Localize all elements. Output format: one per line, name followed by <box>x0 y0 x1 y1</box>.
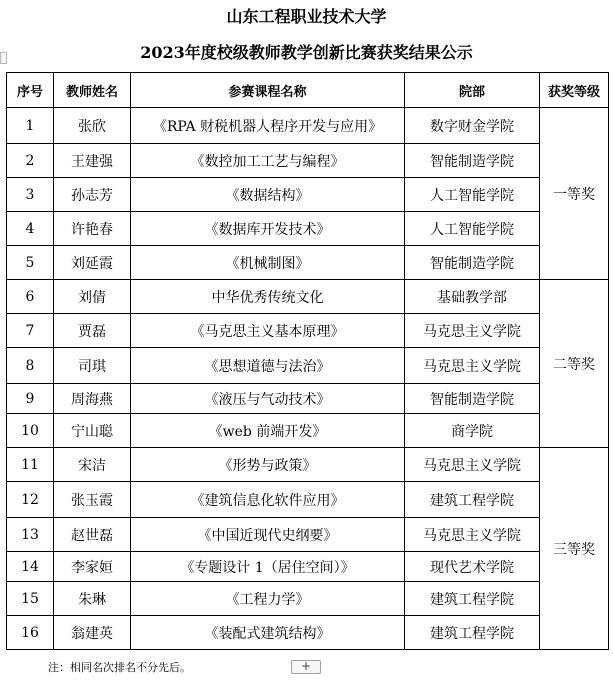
table-row <box>7 178 609 212</box>
cell-college: 智能制造学院 <box>405 246 540 280</box>
cell-course: 《数据结构》 <box>131 178 405 212</box>
cell-teacher: 王建强 <box>54 144 131 178</box>
cell-seq: 2 <box>7 144 54 178</box>
cell-college: 建筑工程学院 <box>405 582 540 616</box>
cell-teacher: 翁建英 <box>54 616 131 650</box>
cell-teacher: 张玉霞 <box>54 482 131 518</box>
cell-teacher: 周海燕 <box>54 384 131 414</box>
table-row <box>7 314 609 348</box>
cell-teacher: 刘倩 <box>54 280 131 314</box>
cell-seq: 9 <box>7 384 54 414</box>
cell-college: 基础教学部 <box>405 280 540 314</box>
cell-course: 《马克思主义基本原理》 <box>131 314 405 348</box>
cell-college: 商学院 <box>405 414 540 448</box>
document-title: 山东工程职业技术大学 <box>226 7 387 26</box>
cell-teacher: 许艳春 <box>54 212 131 246</box>
cell-teacher: 贾磊 <box>54 314 131 348</box>
cell-seq: 10 <box>7 414 54 448</box>
cell-college: 马克思主义学院 <box>405 518 540 552</box>
table-header-row <box>7 73 609 108</box>
cell-seq: 6 <box>7 280 54 314</box>
cell-course: 《形势与政策》 <box>131 448 405 482</box>
header-level: 获奖等级 <box>540 73 609 108</box>
header-seq: 序号 <box>7 73 54 108</box>
header-course: 参赛课程名称 <box>131 73 405 108</box>
cell-course: 《web 前端开发》 <box>131 414 405 448</box>
cell-level-second: 二等奖 <box>540 280 609 448</box>
table-row <box>7 414 609 448</box>
cell-course: 中华优秀传统文化 <box>131 280 405 314</box>
cell-seq: 8 <box>7 348 54 384</box>
cell-course: 《RPA 财税机器人程序开发与应用》 <box>131 108 405 144</box>
cell-teacher: 刘延霞 <box>54 246 131 280</box>
cell-course: 《机械制图》 <box>131 246 405 280</box>
cell-teacher: 李家姮 <box>54 552 131 582</box>
cell-course: 《中国近现代史纲要》 <box>131 518 405 552</box>
cell-course: 《数据库开发技术》 <box>131 212 405 246</box>
cell-seq: 3 <box>7 178 54 212</box>
cell-teacher: 朱琳 <box>54 582 131 616</box>
cell-college: 现代艺术学院 <box>405 552 540 582</box>
cell-course: 《数控加工工艺与编程》 <box>131 144 405 178</box>
cell-college: 建筑工程学院 <box>405 616 540 650</box>
cell-college: 数字财金学院 <box>405 108 540 144</box>
cell-seq: 7 <box>7 314 54 348</box>
cell-seq: 1 <box>7 108 54 144</box>
cell-course: 《装配式建筑结构》 <box>131 616 405 650</box>
table-row <box>7 246 609 280</box>
table-row <box>7 108 609 144</box>
cell-teacher: 宋洁 <box>54 448 131 482</box>
header-college: 院部 <box>405 73 540 108</box>
table-row <box>7 616 609 650</box>
table-row <box>7 518 609 552</box>
cell-course: 《专题设计 1（居住空间）》 <box>131 552 405 582</box>
cell-seq: 14 <box>7 552 54 582</box>
results-table <box>6 72 609 650</box>
document-subtitle: 2023年度校级教师教学创新比赛获奖结果公示 <box>140 43 473 62</box>
cell-college: 智能制造学院 <box>405 384 540 414</box>
table-row <box>7 448 609 482</box>
cell-course: 《工程力学》 <box>131 582 405 616</box>
table-row <box>7 144 609 178</box>
table-row <box>7 348 609 384</box>
cell-seq: 5 <box>7 246 54 280</box>
cell-seq: 12 <box>7 482 54 518</box>
cell-college: 智能制造学院 <box>405 144 540 178</box>
cell-college: 人工智能学院 <box>405 178 540 212</box>
cell-level-first: 一等奖 <box>540 108 609 280</box>
cell-course: 《液压与气动技术》 <box>131 384 405 414</box>
cell-course: 《思想道德与法治》 <box>131 348 405 384</box>
header-teacher: 教师姓名 <box>54 73 131 108</box>
cell-seq: 11 <box>7 448 54 482</box>
cell-teacher: 宁山聪 <box>54 414 131 448</box>
table-row <box>7 212 609 246</box>
cell-college: 马克思主义学院 <box>405 314 540 348</box>
cell-college: 马克思主义学院 <box>405 348 540 384</box>
cell-seq: 4 <box>7 212 54 246</box>
cell-college: 建筑工程学院 <box>405 482 540 518</box>
cell-level-third: 三等奖 <box>540 448 609 650</box>
table-row <box>7 280 609 314</box>
cell-seq: 13 <box>7 518 54 552</box>
table-row <box>7 582 609 616</box>
cell-course: 《建筑信息化软件应用》 <box>131 482 405 518</box>
table-row <box>7 482 609 518</box>
footnote: 注：相同名次排名不分先后。 <box>48 661 191 674</box>
table-row <box>7 384 609 414</box>
table-row <box>7 552 609 582</box>
cell-college: 马克思主义学院 <box>405 448 540 482</box>
cell-teacher: 张欣 <box>54 108 131 144</box>
table-move-handle[interactable] <box>0 52 7 64</box>
cell-seq: 15 <box>7 582 54 616</box>
cell-teacher: 孙志芳 <box>54 178 131 212</box>
cell-seq: 16 <box>7 616 54 650</box>
cell-teacher: 赵世磊 <box>54 518 131 552</box>
cell-teacher: 司琪 <box>54 348 131 384</box>
add-row-button[interactable]: + <box>291 660 321 674</box>
cell-college: 人工智能学院 <box>405 212 540 246</box>
